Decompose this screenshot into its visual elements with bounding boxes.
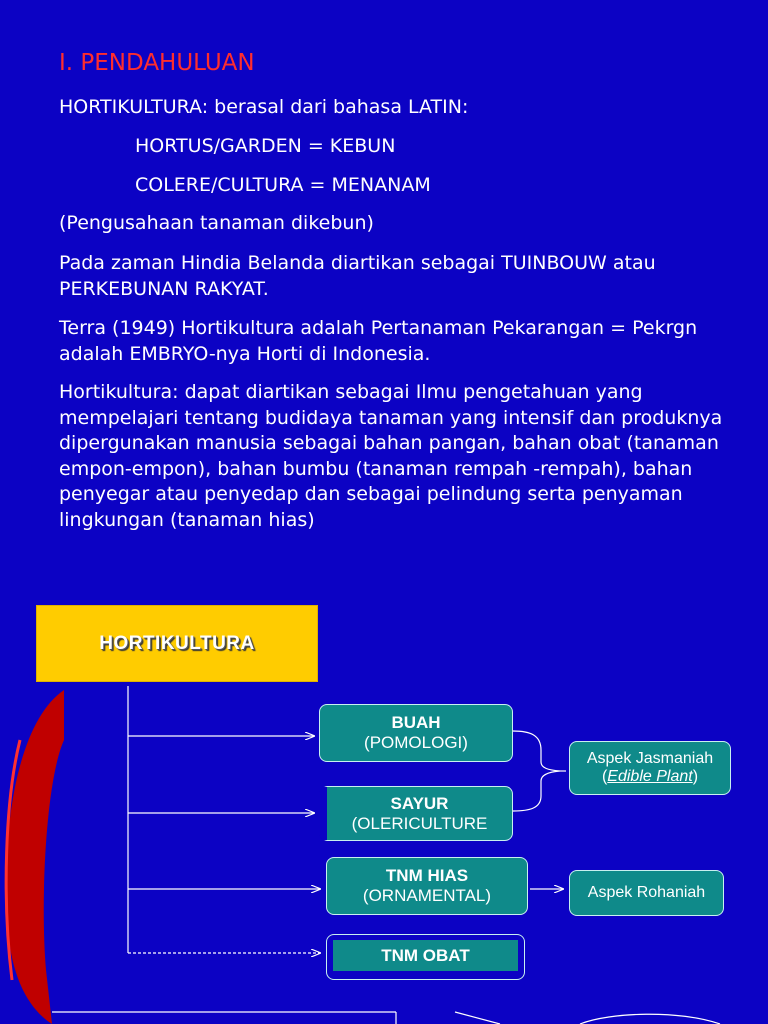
slide-heading: I. PENDAHULUAN <box>59 50 255 76</box>
edible-plant-line <box>570 768 730 786</box>
hortikultura-root-box: HORTIKULTURA <box>36 605 318 682</box>
aspek-jasmaniah-node <box>569 741 731 795</box>
tnm-hias-node <box>326 857 528 915</box>
tnm-obat-title: TNM OBAT <box>333 940 518 971</box>
tnm-hias-title: TNM HIAS <box>385 866 469 885</box>
paren-close: ) <box>692 768 699 785</box>
aspek-rohaniah-label: Aspek Rohaniah <box>587 884 706 901</box>
tnm-obat-node <box>326 934 525 980</box>
brace <box>513 731 560 811</box>
edible-plant-text: Edible Plant <box>607 768 693 785</box>
aspek-jasmaniah-label: Aspek Jasmaniah <box>586 750 714 767</box>
colere-line: COLERE/CULTURA = MENANAM <box>135 174 431 196</box>
paragraph-hindia-belanda: Pada zaman Hindia Belanda diartikan sebagai TUINBOUW atau PERKEBUNAN RAKYAT. <box>59 252 656 300</box>
buah-node <box>319 704 513 762</box>
tnm-hias-subtitle: (ORNAMENTAL) <box>362 886 492 905</box>
sayur-title: SAYUR <box>390 793 449 813</box>
sayur-subtitle: (OLERICULTURE <box>351 813 488 833</box>
hortus-line: HORTUS/GARDEN = KEBUN <box>135 135 396 157</box>
sayur-node <box>319 786 513 841</box>
aspek-rohaniah-node <box>569 870 724 916</box>
paragraph-definition: Hortikultura: dapat diartikan sebagai Ilmu pengetahuan yang mempelajari tentang budidaya tanaman yang intensif dan produknya dipergunakan manusia sebagai bahan pangan, bahan obat (tanaman empon-empon), bahan bumbu (tanaman rempah -rempah), bahan penyegar atau penyedap dan sebagai pelindung serta penyaman lingkungan (tanaman hias) <box>59 381 723 531</box>
buah-title: BUAH <box>391 713 441 732</box>
pengusahaan-line: (Pengusahaan tanaman dikebun) <box>59 212 374 234</box>
paren-open: ( <box>601 768 608 785</box>
paragraph-terra: Terra (1949) Hortikultura adalah Pertanaman Pekarangan = Pekrgn adalah EMBRYO-nya Horti di Indonesia. <box>59 317 698 365</box>
buah-subtitle: (POMOLOGI) <box>364 733 468 752</box>
definition-line: HORTIKULTURA: berasal dari bahasa LATIN: <box>59 96 469 118</box>
red-arc-decoration <box>6 690 64 1024</box>
